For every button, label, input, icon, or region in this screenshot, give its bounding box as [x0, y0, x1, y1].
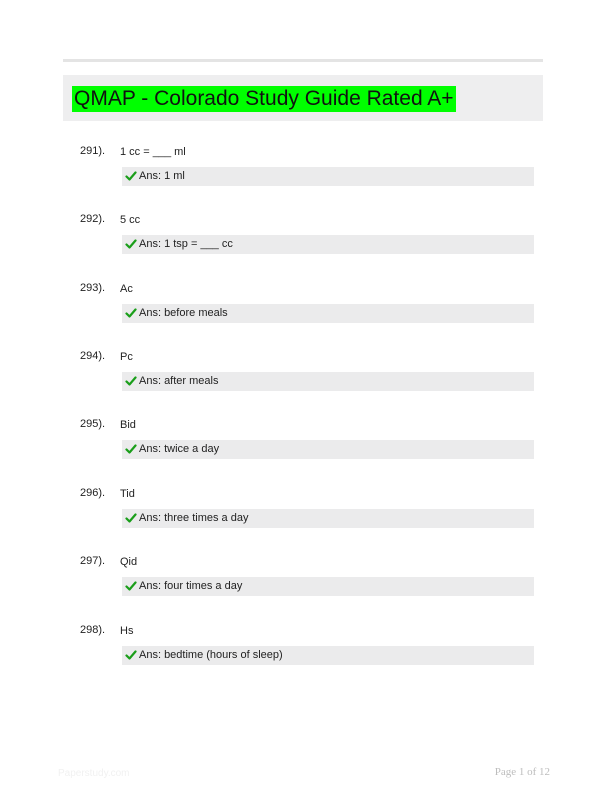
question-number: 292). — [80, 213, 106, 225]
question-text: Tid — [120, 488, 135, 500]
check-icon — [125, 649, 137, 661]
question-text: 5 cc — [120, 214, 141, 226]
check-icon — [125, 443, 137, 455]
answer-text: Ans: bedtime (hours of sleep) — [139, 649, 283, 661]
check-icon — [125, 512, 137, 524]
question-text: Bid — [120, 419, 136, 431]
check-icon — [125, 170, 137, 182]
answer-box — [122, 304, 534, 323]
top-divider — [63, 59, 543, 62]
question-number: 293). — [80, 282, 106, 294]
question-number: 291). — [80, 145, 106, 157]
answer-text: Ans: twice a day — [139, 443, 220, 455]
question-text: Ac — [120, 283, 133, 295]
question-text: Qid — [120, 556, 138, 568]
question-number: 296). — [80, 487, 106, 499]
title-banner — [63, 75, 543, 121]
answer-box — [122, 509, 534, 528]
footer-watermark: Paperstudy.com — [58, 768, 130, 779]
question-number: 295). — [80, 418, 106, 430]
question-text: Pc — [120, 351, 133, 363]
answer-box — [122, 235, 534, 254]
answer-box — [122, 372, 534, 391]
answer-box — [122, 167, 534, 186]
answer-text: Ans: before meals — [139, 307, 228, 319]
page-number: Page 1 of 12 — [494, 766, 550, 778]
answer-text: Ans: 1 ml — [139, 170, 185, 182]
check-icon — [125, 238, 137, 250]
question-text: 1 cc = ___ ml — [120, 146, 186, 158]
answer-text: Ans: 1 tsp = ___ cc — [139, 238, 233, 250]
check-icon — [125, 375, 137, 387]
answer-box — [122, 440, 534, 459]
check-icon — [125, 580, 137, 592]
answer-text: Ans: four times a day — [139, 580, 243, 592]
question-number: 297). — [80, 555, 106, 567]
answer-text: Ans: after meals — [139, 375, 219, 387]
question-text: Hs — [120, 625, 134, 637]
answer-text: Ans: three times a day — [139, 512, 249, 524]
answer-box — [122, 646, 534, 665]
page-title: QMAP - Colorado Study Guide Rated A+ — [74, 87, 454, 110]
check-icon — [125, 307, 137, 319]
question-number: 294). — [80, 350, 106, 362]
question-number: 298). — [80, 624, 106, 636]
answer-box — [122, 577, 534, 596]
